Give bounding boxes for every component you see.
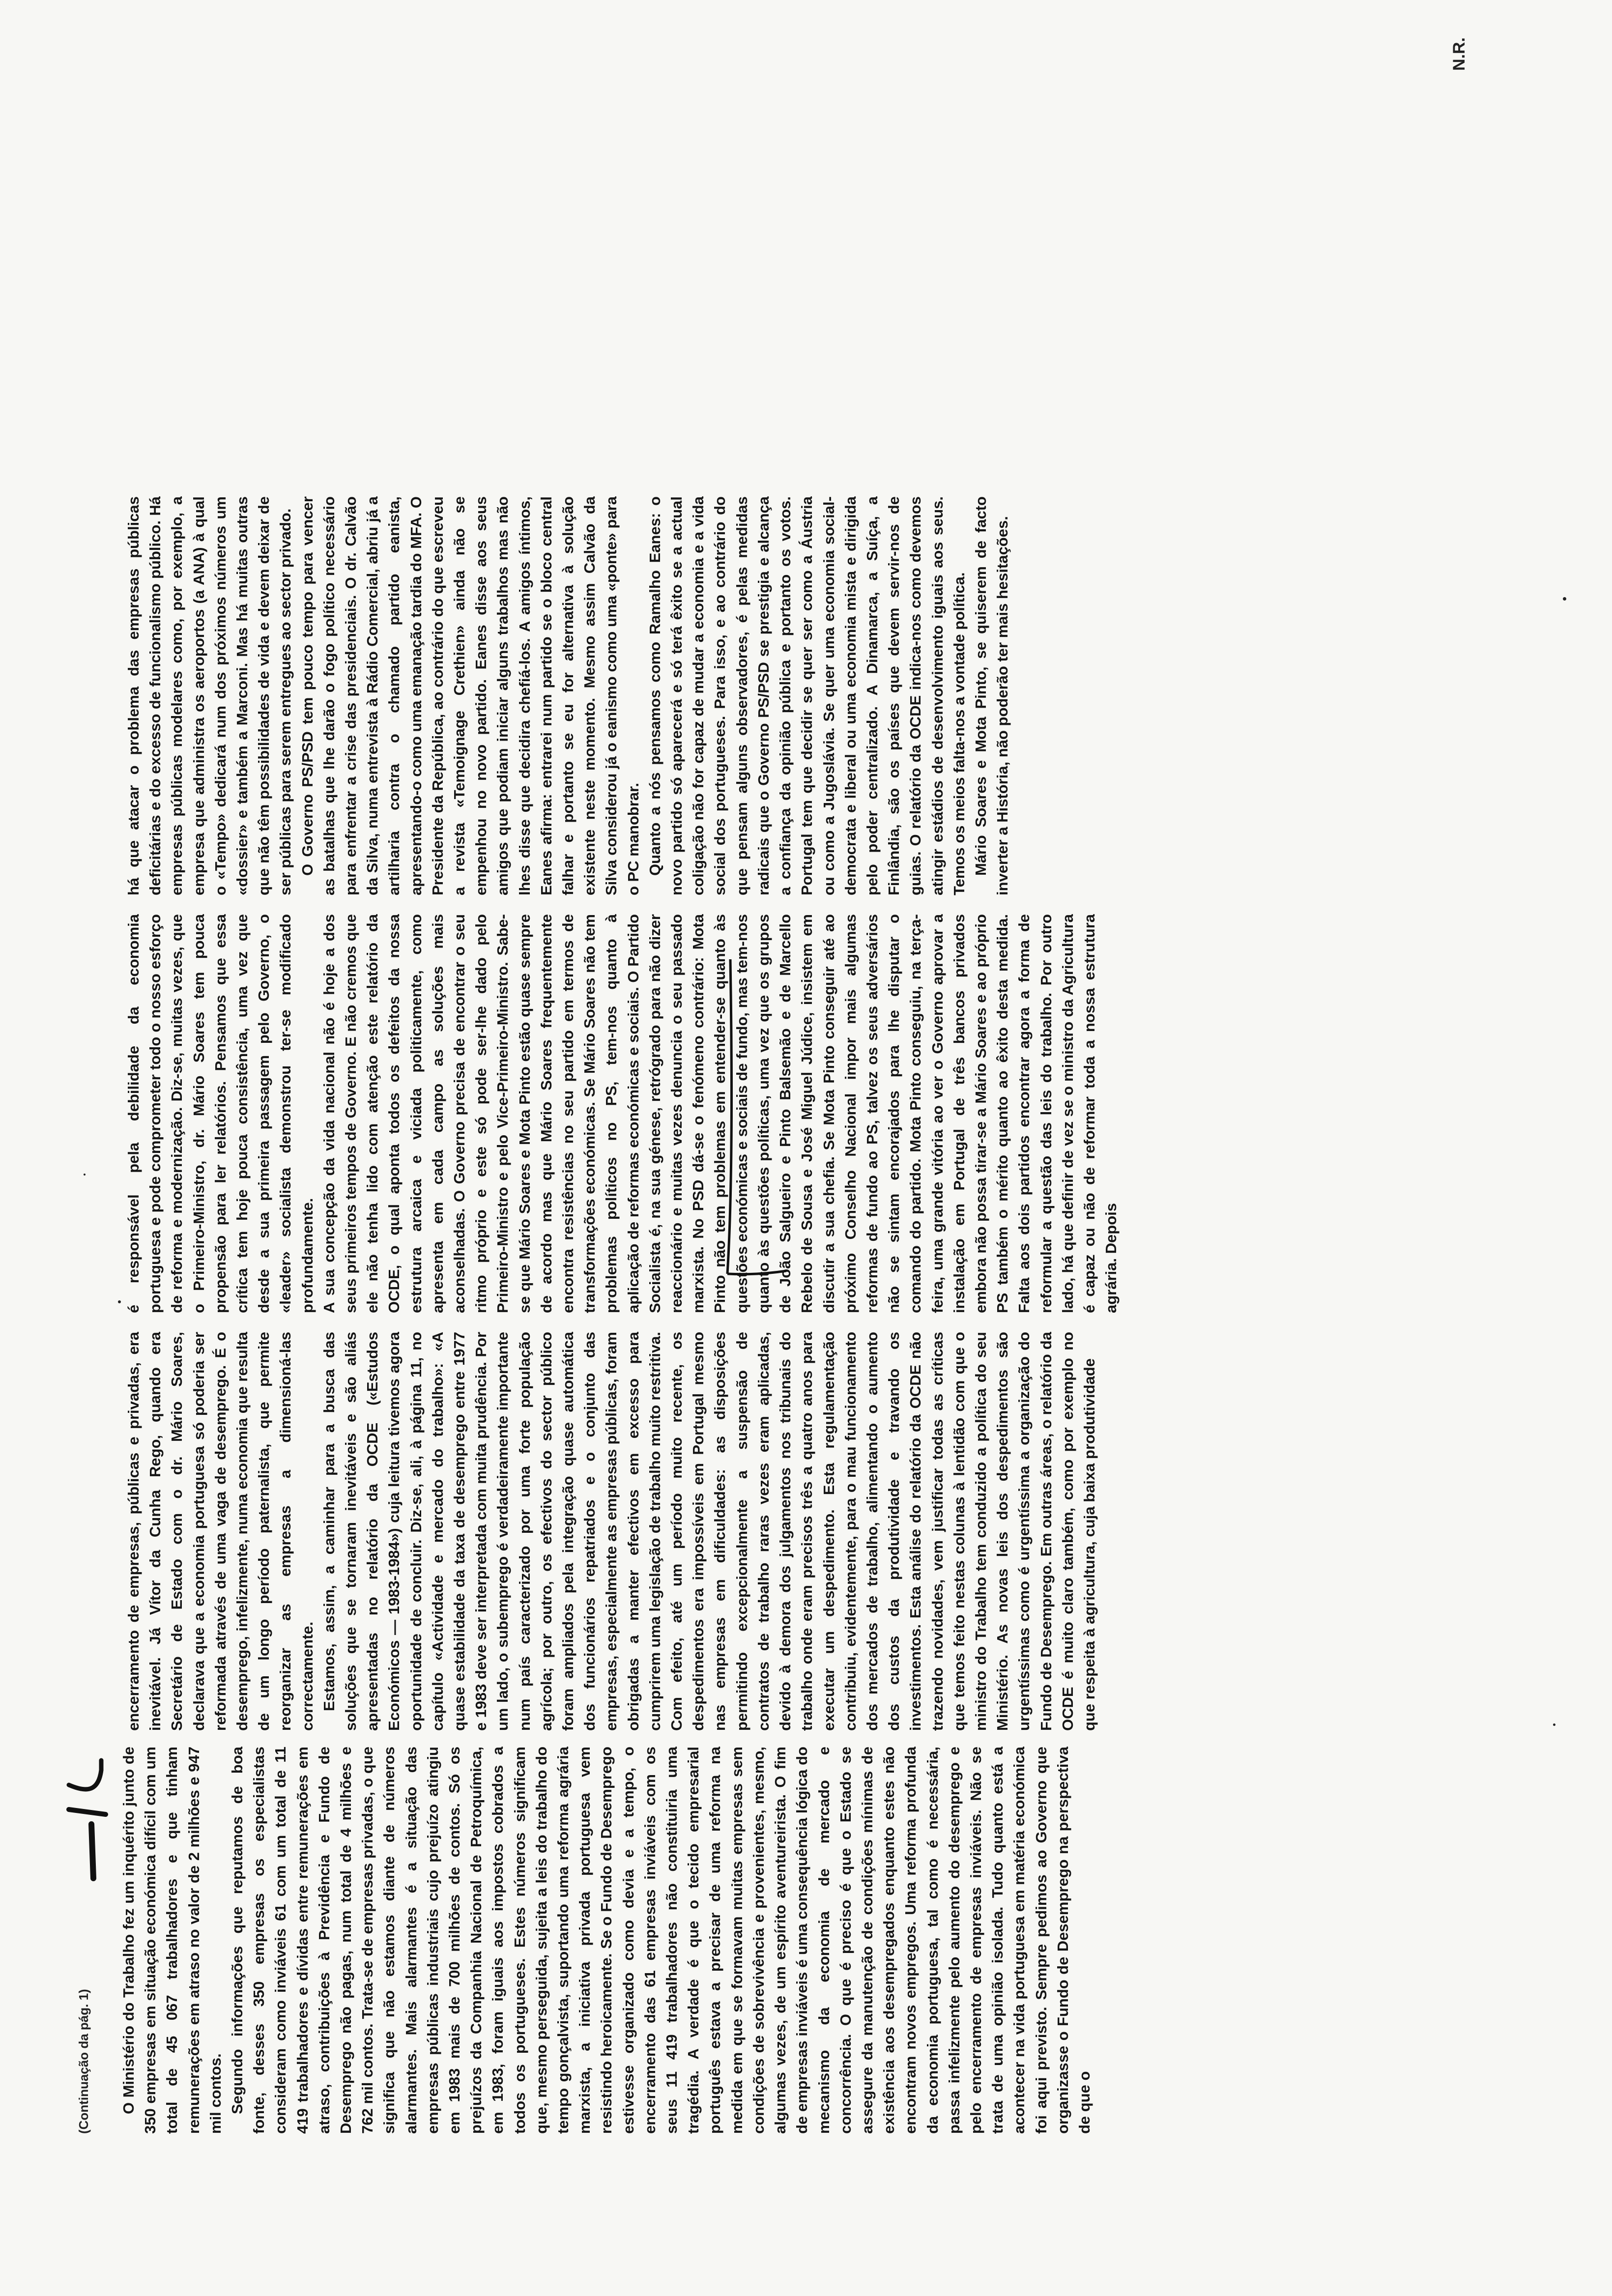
paragraph: Estamos, assim, a caminhar para a busca das soluções que se tornaram inevitáveis e são aliás apresentadas no relatório da OCDE («Estudos Económicos — 1983-1984») cuja leitura tivemos agora oportunidade de concluir. Diz-se, ali, à página 11, no capítulo «Actividade e mercado do trabalho»: «A quase estabilidade da taxa de desemprego entre 1977 e 1983 deve ser interpretada com muita prudência. Por um lado, o subemprego é verdadeiramente importante num país caracterizado por uma forte população agrícola; por outro, os efectivos do sector público foram ampliados pela integração quase automática dos funcionários repatriados e o conjunto das empresas, especialmente as empresas públicas, foram obrigadas a manter efectivos em excesso para cumprirem uma legislação de trabalho muito restritiva. Com efeito, até um período muito recente, os despedimentos era impossíveis em Portugal mesmo nas empresas em dificuldades: as disposições permitindo excepcionalmente a suspensão de contratos de trabalho raras vezes eram aplicadas, devido à demora dos julgamentos nos tribunais do trabalho onde eram precisos três a quatro anos para executar um despedimento. Esta regulamentação contribuiu, evidentemente, para o mau funcionamento dos mercados de trabalho, alimentando o aumento dos custos da produtividade e travando os investimentos. Esta análise do relatório da OCDE não trazendo novidades, vem justificar todas as críticas que temos feito nestas colunas à lentidão com que o ministro do Trabalho tem conduzido a política do seu Ministério. As novas leis dos despedimentos são urgentíssimas como é urgentíssima a organização do Fundo de Desemprego. Em outras áreas, o relatório da OCDE é muito claro também, como por exemplo no que respeita à agricultura, cuja baixa produtividade (320, 1332, 1098, 1731)
scan-speck (1553, 1723, 1555, 1726)
text-column-1 (118, 1747, 1583, 2134)
signature-initials: N.R. (1450, 37, 1468, 71)
text-column-4 (123, 496, 1587, 895)
scan-speck (84, 1174, 86, 1176)
paragraph: é responsável pela debilidade da economia portuguesa e pode comprometer todo o nosso esforço de reforma e modernização. Diz-se, muitas vezes, que o Primeiro-Ministro, dr. Mário Soares tem pouca propensão para ler relatórios. Pensamos que essa crítica tem hoje pouca consistência, uma vez que desde a sua primeira passagem pelo Governo, o «leader» socialista demonstrou ter-se modificado profundamente. (125, 914, 316, 1313)
continuation-note: (Continuação da pág. 1) (76, 1989, 91, 2134)
paragraph: Mário Soares e Mota Pinto, se quiserem de facto inverter a História, não poderão ter mais hesitações. (972, 496, 1011, 895)
paragraph: Quanto a nós pensamos como Ramalho Eanes: o novo partido só aparecerá e só terá êxito se a actual coligação não for capaz de mudar a economia e a vida social dos portugueses. Para isso, e ao contrário do que pensam alguns observadores, é pelas medidas radicais que o Governo PS/PSD se prestigia e alcança a confiança da opinião pública e portanto os votos. Portugal tem que decidir se quer ser como a Áustria ou como a Jugoslávia. Se quer uma economia social-democrata e liberal ou uma economia mista e dirigida pelo poder centralizado. A Dinamarca, a Suíça, a Finlândia, são os países que devem servir-nos de guias. O relatório da OCDE indica-nos como devemos atingir estádios de desenvolvimento iguais aos seus. Temos os meios falta-nos a vontade política. (646, 496, 968, 895)
handwritten-underline-mark (713, 940, 791, 1284)
paragraph: O Governo PS/PSD tem pouco tempo para vencer as batalhas que lhe darão o fogo político necessário para enfrentar a crise das presidenciais. O dr. Calvão da Silva, numa entrevista à Rádio Comercial, abriu já a artilharia contra o chamado partido eanista, apresentando-o como uma emanação tardia do MFA. O Presidente da República, ao contrário do que escreveu a revista «Temoignage Crethien» ainda não se empenhou no novo partido. Eanes disse aos seus amigos que podiam iniciar alguns trabalhos mas não lhes disse que decidira chefiá-los. A amigos íntimos, Eanes afirma: entrarei num partido se o bloco central falhar e portanto se eu for alternativa à solução existente neste momento. Mesmo assim Calvão da Silva considerou já o eanismo como uma «ponte» para o PC manobrar. (298, 496, 642, 895)
paragraph: encerramento de empresas, públicas e privadas, era inevitável. Já Vítor da Cunha Rego, quando era Secretário de Estado com o dr. Mário Soares, declarava que a economia portuguesa só poderia ser reformada através de uma vaga de desemprego. É o desemprego, infelizmente, numa economia que resulta de um longo período paternalista, que permite reorganizar as empresas a dimensioná-las correctamente. (125, 1332, 316, 1731)
handwritten-page-mark (59, 1755, 113, 1883)
text-column-2 (123, 1332, 1587, 1731)
paragraph: A sua concepção da vida nacional não é hoje a dos seus primeiros tempos de Governo. E não cremos que ele não tenha lido com atenção este relatório da OCDE, o qual aponta todos os defeitos da nossa estrutura arcaica e viciada politicamente, como apresenta em cada campo as soluções mais aconselhadas. O Governo precisa de encontrar o seu ritmo próprio e este só pode ser-lhe dado pelo Primeiro-Ministro e pelo Vice-Primeiro-Ministro. Sabe-se que Mário Soares e Mota Pinto estão quase sempre de acordo mas que Mário Soares frequentemente encontra resistências no seu partido em termos de transformações económicas. Se Mário Soares não tem problemas políticos no PS, tem-nos quanto à aplicação de reformas económicas e sociais. O Partido Socialista é, na sua génese, retrógrado para não dizer reaccionário e muitas vezes denuncia o seu passado marxista. No PSD dá-se o fenómeno contrário: Mota Pinto não tem problemas em entender-se quanto às questões económicas e sociais de fundo, mas tem-nos quanto às questões políticas, uma vez que os grupos de João Salgueiro e Pinto Balsemão e de Marcello Rebelo de Sousa e José Miguel Júdice, insistem em discutir a sua chefia. Se Mota Pinto conseguir até ao próximo Conselho Nacional impor mais algumas reformas de fundo ao PS, talvez os seus adversários não se sintam encorajados para lhe disputar o comando do partido. Mota Pinto conseguiu, na terça-feira, uma grande vitória ao ver o Governo aprovar a instalação em Portugal de três bancos privados embora não possa tirar-se a Mário Soares e ao próprio PS também o mérito quanto ao êxito desta medida. Falta aos dois partidos encontrar agora a forma de reformular a questão das leis do trabalho. Por outro lado, há que definir de vez se o ministro da Agricultura é capaz ou não de reformar toda a nossa estrutura agrária. Depois (320, 914, 1120, 1313)
paragraph: Segundo informações que reputamos de boa fonte, desses 350 empresas os especialistas consideram como inviáveis 61 com um total de 11 419 trabalhadores e dívidas entre remunerações em atraso, contribuições à Previdência e Fundo de Desemprego não pagas, num total de 4 milhões e 762 mil contos. Trata-se de empresas privadas, o que significa que não estamos diante de números alarmantes. Mais alarmantes é a situação das empresas públicas industriais cujo prejuízo atingiu em 1983 mais de 700 milhões de contos. Só os prejuízos da Companhia Nacional de Petroquímica, em 1983, foram iguais aos impostos cobrados a todos os portugueses. Estes números significam que, mesmo perseguida, sujeita a leis do trabalho do tempo gonçalvista, suportando uma reforma agrária marxista, a iniciativa privada portuguesa vem resistindo heroicamente. Se o Fundo de Desemprego estivesse organizado como devia e a tempo, o encerramento das 61 empresas inviáveis com os seus 11 419 trabalhadores não constituiria uma tragédia. A verdade é que o tecido empresarial português estava a precisar de uma reforma na medida em que se formavam muitas empresas sem condições de sobrevivência e provenientes, mesmo, algumas vezes, de um espírito aventureirista. O fim de empresas inviáveis é uma consequência lógica do mecanismo da economia de mercado e concorrência. O que é preciso é que o Estado se assegure da manutenção de condições mínimas de existência aos desempregados enquanto estes não encontram novos empregos. Uma reforma profunda da economia portuguesa, tal como é necessária, passa infelizmente pelo aumento do desemprego e pelo encerramento de empresas inviáveis. Não se trata de uma opinião isolada. Tudo quanto está a acontecer na vida portuguesa em matéria económica foi aqui previsto. Sempre pedimos ao Governo que organizasse o Fundo de Desemprego na perspectiva de que o (229, 1747, 1093, 2134)
text-column-3 (123, 914, 1587, 1313)
scan-speck (1563, 597, 1566, 601)
paragraph: há que atacar o problema das empresas públicas deficitárias e do excesso de funcionalismo público. Há empresas públicas modelares como, por exemplo, a empresa que administra os aeroportos (a ANA) à qual o «Tempo» dedicará num dos próximos números um «dossier» e também a Marconi. Mas há muitas outras que não têm possibilidades de vida e devem deixar de ser públicas para serem entregues ao sector privado. (125, 496, 294, 895)
paragraph: O Ministério do Trabalho fez um inquérito junto de 350 empresas em situação económica difícil com um total de 45 067 trabalhadores e que tinham remunerações em atraso no valor de 2 milhões e 947 mil contos. (120, 1747, 224, 2134)
scan-speck (118, 1300, 121, 1303)
